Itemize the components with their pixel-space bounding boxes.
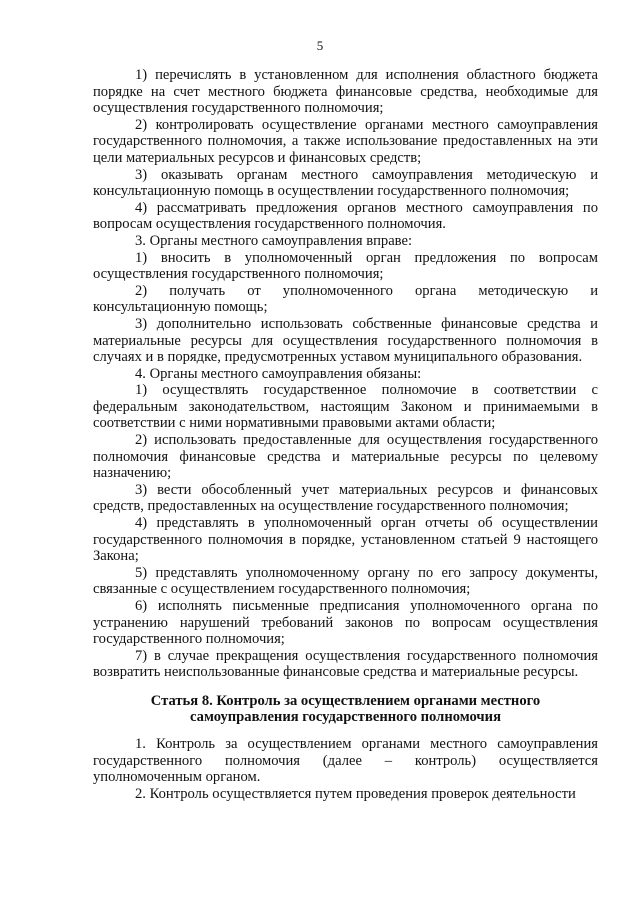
paragraph: 1) вносить в уполномоченный орган предложения по вопросам осуществления государственного полномочия; (93, 249, 598, 283)
paragraph: 2. Контроль осуществляется путем проведения проверок деятельности (135, 785, 576, 802)
paragraph: 3) оказывать органам местного самоуправления методическую и консультационную помощь в осуществлении государственного полномочия; (93, 166, 598, 200)
paragraph: 4) представлять в уполномоченный орган отчеты об осуществлении государственного полномочия в порядке, установленном статьей 9 настоящего Закона; (93, 515, 598, 565)
paragraph: 4) рассматривать предложения органов местного самоуправления по вопросам осуществления государственного полномочия. (93, 199, 598, 233)
paragraph: 6) исполнять письменные предписания уполномоченного органа по устранению нарушений требований законов по вопросам осуществления государственного полномочия; (93, 598, 598, 648)
paragraph: 7) в случае прекращения осуществления государственного полномочия возвратить неиспользованные финансовые средства и материальные ресурсы. (93, 647, 598, 681)
section-intro: 3. Органы местного самоуправления вправе: (135, 232, 413, 249)
paragraph: 1. Контроль за осуществлением органами местного самоуправления государственного полномочия (далее – контроль) осуществляется уполномоченным органом. (93, 735, 598, 786)
page-number: 5 (316, 38, 324, 53)
paragraph: 2) контролировать осуществление органами местного самоуправления государственного полномочия, а также использование предоставленных на эти цели материальных ресурсов и финансовых средств; (93, 116, 598, 166)
paragraph: 1) осуществлять государственное полномочие в соответствии с федеральным законодательством, настоящим Законом и принимаемыми в соответствии с ними нормативными правовыми актами области; (93, 382, 598, 432)
paragraph: 3) дополнительно использовать собственные финансовые средства и материальные ресурсы для осуществления государственного полномочия в случаях и в порядке, предусмотренных уставом муниципального образования. (93, 315, 598, 366)
paragraph: 5) представлять уполномоченному органу по его запросу документы, связанные с осуществлением государственного полномочия; (93, 564, 598, 598)
document-body (93, 67, 598, 802)
paragraph: 2) получать от уполномоченного органа методическую и консультационную помощь; (93, 282, 598, 316)
paragraph: 1) перечислять в установленном для исполнения областного бюджета порядке на счет местного бюджета финансовые средства, необходимые для осуществления государственного полномочия; (93, 67, 598, 117)
article-heading-line: Статья 8. Контроль за осуществлением органами местного (150, 692, 541, 709)
section-intro: 4. Органы местного самоуправления обязаны: (135, 365, 422, 382)
article-heading-line: самоуправления государственного полномочия (190, 708, 501, 725)
article-heading (93, 693, 598, 725)
paragraph: 2) использовать предоставленные для осуществления государственного полномочия финансовые средства и материальные ресурсы по целевому назначению; (93, 432, 598, 482)
paragraph: 3) вести обособленный учет материальных ресурсов и финансовых средств, предоставленных на осуществление государственного полномочия; (93, 481, 598, 515)
